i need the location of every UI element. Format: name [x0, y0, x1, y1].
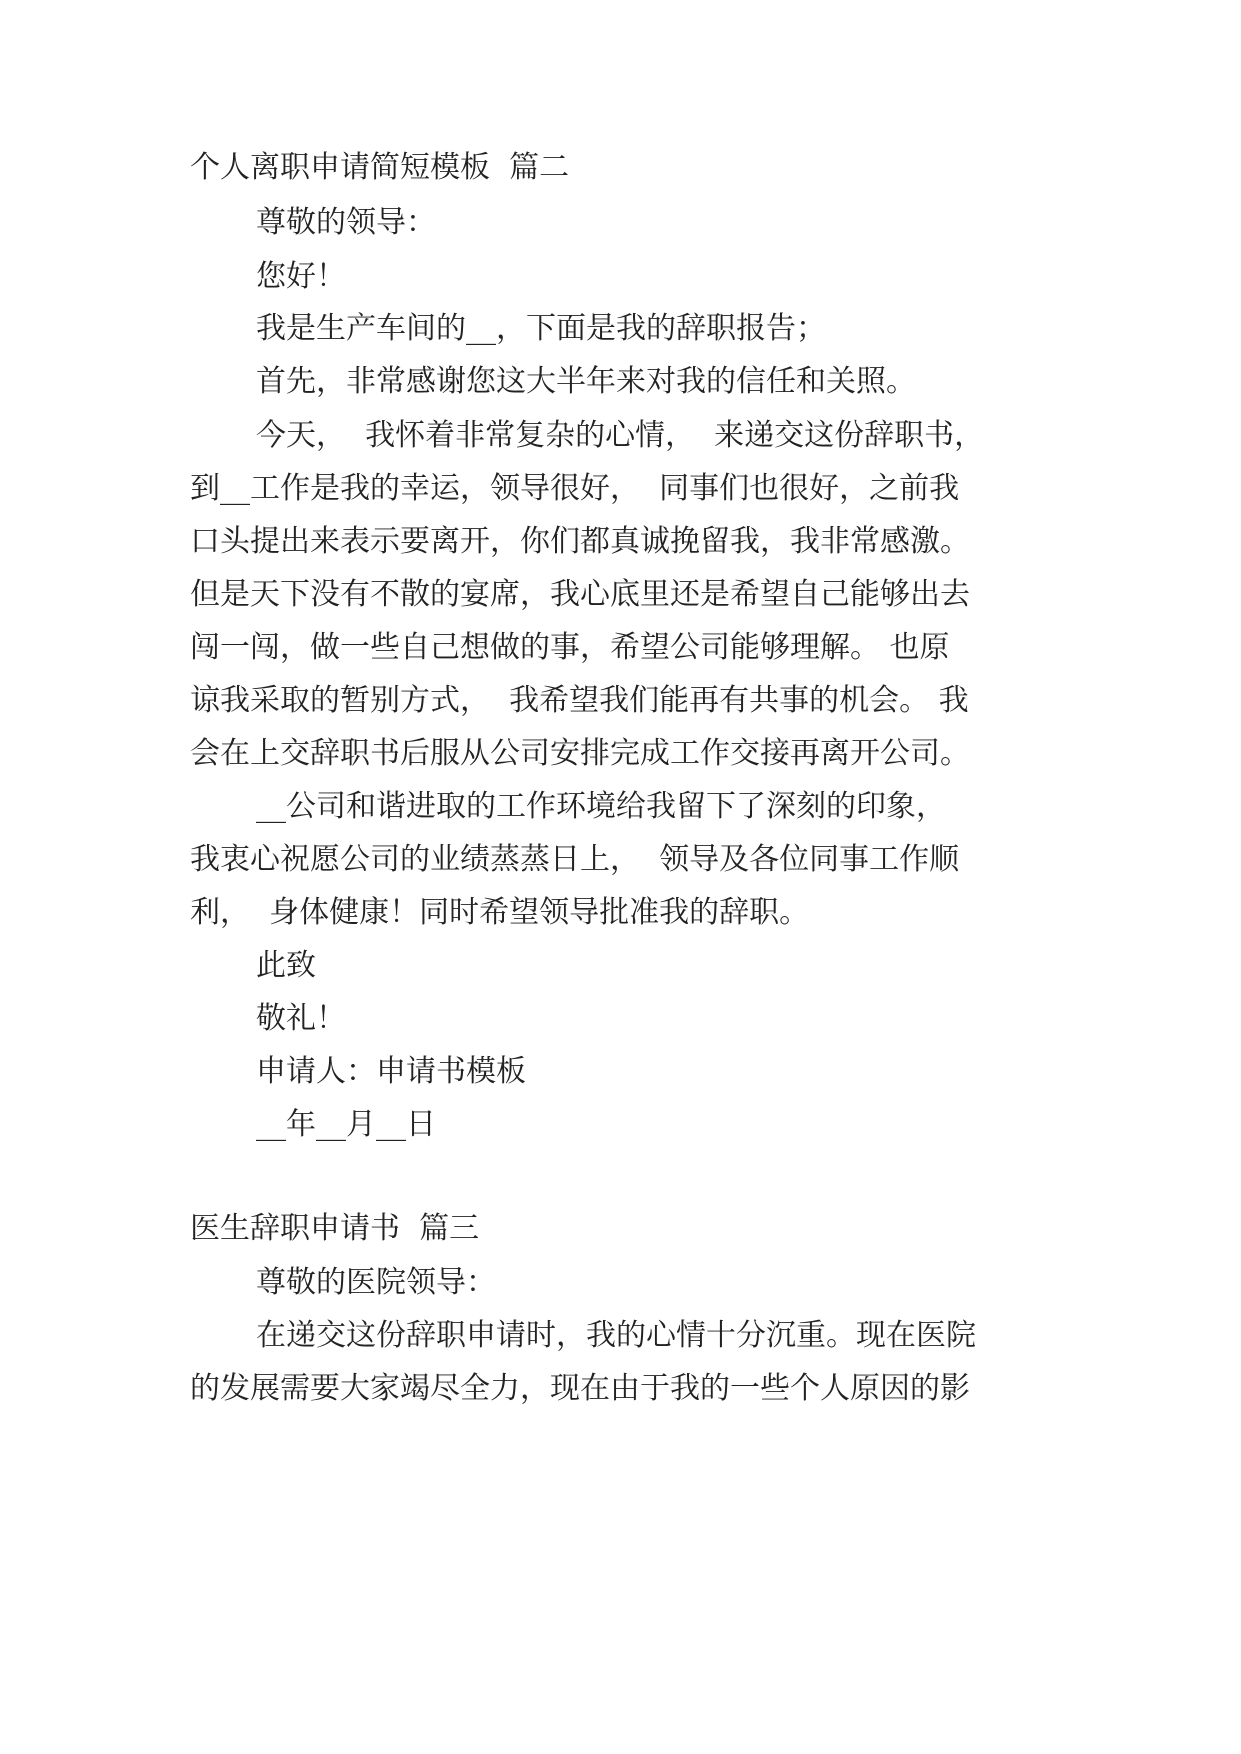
section3-title: 医生辞职申请书 篇三: [190, 1211, 480, 1246]
section2-intro: 我是生产车间的__，下面是我的辞职报告；: [256, 311, 826, 346]
section2-date: __年__月__日: [256, 1107, 436, 1142]
section2-p1-line: 谅我采取的暂别方式， 我希望我们能再有共事的机会。 我: [190, 683, 969, 718]
section2-p1-line: 但是天下没有不散的宴席，我心底里还是希望自己能够出去: [190, 577, 970, 612]
section3-p1-line: 的发展需要大家竭尽全力，现在由于我的一些个人原因的影: [190, 1371, 970, 1406]
section2-hello: 您好！: [256, 259, 346, 294]
section2-thanks: 首先，非常感谢您这大半年来对我的信任和关照。: [256, 364, 916, 399]
section2-p1-line: 到__工作是我的幸运，领导很好， 同事们也很好，之前我: [190, 471, 960, 506]
section2-p1-line: 闯一闯，做一些自己想做的事，希望公司能够理解。 也原: [190, 630, 950, 665]
section2-closing1: 此致: [256, 948, 316, 983]
section2-p1-line: 会在上交辞职书后服从公司安排完成工作交接再离开公司。: [190, 736, 970, 771]
section2-title: 个人离职申请简短模板 篇二: [190, 150, 570, 185]
section2-p2-line: 利， 身体健康！同时希望领导批准我的辞职。: [190, 895, 810, 930]
section2-p2-line: 我衷心祝愿公司的业绩蒸蒸日上， 领导及各位同事工作顺: [190, 842, 960, 877]
section3-p1-line: 在递交这份辞职申请时，我的心情十分沉重。现在医院: [256, 1318, 976, 1353]
section3-greeting: 尊敬的医院领导：: [256, 1265, 496, 1300]
section2-closing2: 敬礼！: [256, 1001, 346, 1036]
section2-p2-line: __公司和谐进取的工作环境给我留下了深刻的印象，: [256, 789, 946, 824]
section2-p1-line: 口头提出来表示要离开，你们都真诚挽留我，我非常感激。: [190, 524, 970, 559]
section2-applicant: 申请人：申请书模板: [256, 1054, 526, 1089]
section2-p1-line: 今天， 我怀着非常复杂的心情， 来递交这份辞职书，: [256, 418, 985, 453]
section2-greeting: 尊敬的领导：: [256, 205, 436, 240]
